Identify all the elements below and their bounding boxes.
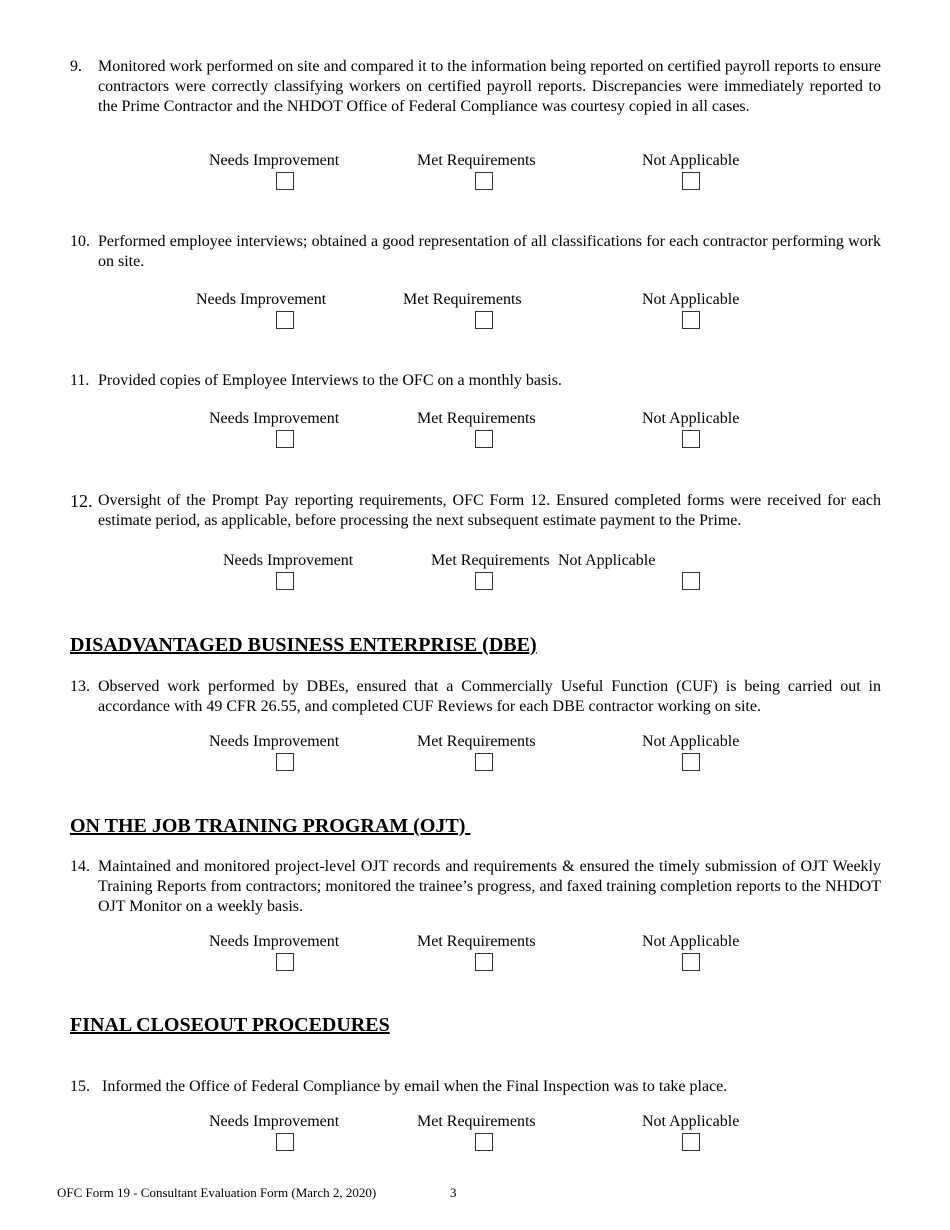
label-met-requirements-q12: Met Requirements xyxy=(431,552,550,569)
question-15 xyxy=(70,1077,881,1097)
label-needs-improvement-q10: Needs Improvement xyxy=(196,291,327,308)
question-number: 15. xyxy=(70,1078,90,1095)
checkbox-met-requirements-q12[interactable] xyxy=(475,572,493,590)
question-11 xyxy=(70,371,881,391)
label-met-requirements-q11: Met Requirements xyxy=(417,410,536,427)
checkbox-not-applicable-q11[interactable] xyxy=(682,430,700,448)
label-not-applicable-q13: Not Applicable xyxy=(642,733,740,750)
checkbox-needs-improvement-q10[interactable] xyxy=(276,311,294,329)
question-number: 11. xyxy=(70,372,90,389)
question-13 xyxy=(70,677,881,717)
label-needs-improvement-q9: Needs Improvement xyxy=(209,152,340,169)
checkbox-met-requirements-q9[interactable] xyxy=(475,172,493,190)
checkbox-needs-improvement-q13[interactable] xyxy=(276,753,294,771)
question-text: Performed employee interviews; obtained a good representation of all classifications for each contractor performing work on site. xyxy=(98,233,881,270)
label-needs-improvement-q12: Needs Improvement xyxy=(223,552,354,569)
checkbox-not-applicable-q13[interactable] xyxy=(682,753,700,771)
checkbox-met-requirements-q11[interactable] xyxy=(475,430,493,448)
label-not-applicable-q12: Not Applicable xyxy=(558,552,656,569)
checkbox-met-requirements-q15[interactable] xyxy=(475,1133,493,1151)
question-12 xyxy=(70,491,881,531)
section-heading-ojt: ON THE JOB TRAINING PROGRAM (OJT) xyxy=(70,815,471,837)
label-met-requirements-q14: Met Requirements xyxy=(417,933,536,950)
checkbox-needs-improvement-q12[interactable] xyxy=(276,572,294,590)
question-number: 10. xyxy=(70,233,90,250)
label-needs-improvement-q13: Needs Improvement xyxy=(209,733,340,750)
checkbox-not-applicable-q12[interactable] xyxy=(682,572,700,590)
label-not-applicable-q9: Not Applicable xyxy=(642,152,740,169)
checkbox-needs-improvement-q14[interactable] xyxy=(276,953,294,971)
question-14 xyxy=(70,857,881,917)
question-text: Provided copies of Employee Interviews to the OFC on a monthly basis. xyxy=(98,372,562,389)
question-number: 13. xyxy=(70,678,90,695)
label-needs-improvement-q14: Needs Improvement xyxy=(209,933,340,950)
label-not-applicable-q15: Not Applicable xyxy=(642,1113,740,1130)
label-met-requirements-q9: Met Requirements xyxy=(417,152,536,169)
footer-page-number: 3 xyxy=(450,1185,457,1200)
checkbox-met-requirements-q13[interactable] xyxy=(475,753,493,771)
checkbox-needs-improvement-q15[interactable] xyxy=(276,1133,294,1151)
label-met-requirements-q10: Met Requirements xyxy=(403,291,522,308)
checkbox-needs-improvement-q9[interactable] xyxy=(276,172,294,190)
question-number: 9. xyxy=(70,58,82,75)
question-text: Observed work performed by DBEs, ensured that a Commercially Useful Function (CUF) is being carried out in accordance with 49 CFR 26.55, and completed CUF Reviews for each DBE contractor working on site. xyxy=(98,678,881,715)
label-not-applicable-q10: Not Applicable xyxy=(642,291,740,308)
label-not-applicable-q14: Not Applicable xyxy=(642,933,740,950)
question-9 xyxy=(70,57,881,117)
question-text: Oversight of the Prompt Pay reporting requirements, OFC Form 12. Ensured completed forms were received for each estimate period, as applicable, before processing the next subsequent estimate payment to the Prime. xyxy=(98,492,881,529)
label-met-requirements-q13: Met Requirements xyxy=(417,733,536,750)
question-10 xyxy=(70,232,881,272)
section-heading-closeout: FINAL CLOSEOUT PROCEDURES xyxy=(70,1014,390,1036)
label-met-requirements-q15: Met Requirements xyxy=(417,1113,536,1130)
label-needs-improvement-q15: Needs Improvement xyxy=(209,1113,340,1130)
checkbox-not-applicable-q10[interactable] xyxy=(682,311,700,329)
question-number: 12. xyxy=(70,491,93,511)
question-number: 14. xyxy=(70,858,90,875)
question-text: Monitored work performed on site and compared it to the information being reported on certified payroll reports to ensure contractors were correctly classifying workers on certified payroll reports. Discrepancies were immediately reported to the Prime Contractor and the NHDOT Office of Federal Compliance was courtesy copied in all cases. xyxy=(98,58,881,115)
checkbox-not-applicable-q15[interactable] xyxy=(682,1133,700,1151)
label-needs-improvement-q11: Needs Improvement xyxy=(209,410,340,427)
footer-form-title: OFC Form 19 - Consultant Evaluation Form (March 2, 2020) xyxy=(57,1185,377,1200)
checkbox-met-requirements-q14[interactable] xyxy=(475,953,493,971)
section-heading-dbe: DISADVANTAGED BUSINESS ENTERPRISE (DBE) xyxy=(70,634,537,656)
question-text: Maintained and monitored project-level OJT records and requirements & ensured the timely submission of OJT Weekly Training Reports from contractors; monitored the trainee’s progress, and faxed training completion reports to the NHDOT OJT Monitor on a weekly basis. xyxy=(98,858,881,915)
checkbox-needs-improvement-q11[interactable] xyxy=(276,430,294,448)
checkbox-not-applicable-q14[interactable] xyxy=(682,953,700,971)
question-text: Informed the Office of Federal Compliance by email when the Final Inspection was to take place. xyxy=(98,1078,728,1095)
checkbox-met-requirements-q10[interactable] xyxy=(475,311,493,329)
checkbox-not-applicable-q9[interactable] xyxy=(682,172,700,190)
label-not-applicable-q11: Not Applicable xyxy=(642,410,740,427)
